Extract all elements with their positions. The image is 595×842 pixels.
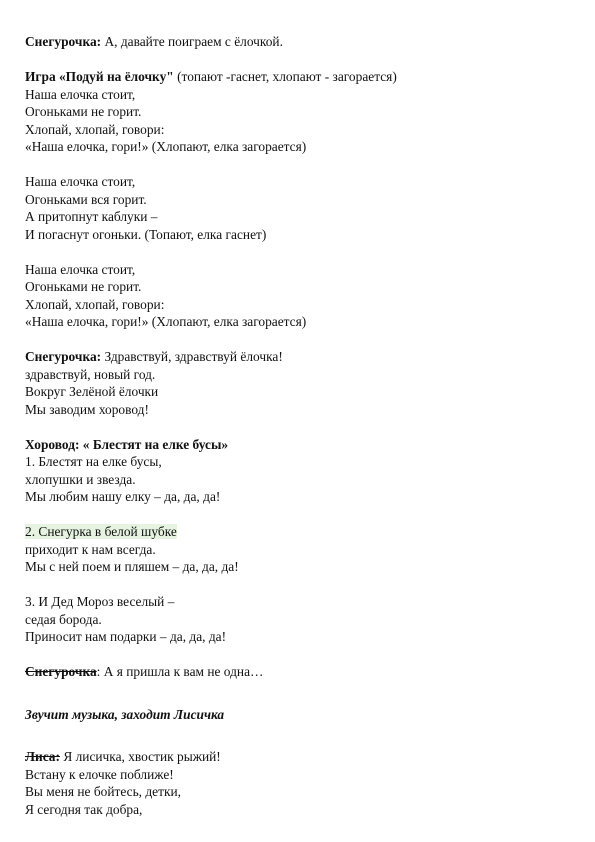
verse-line: 3. И Дед Мороз веселый – — [25, 594, 175, 609]
verse-line: И погаснут огоньки. (Топают, елка гаснет) — [25, 226, 267, 242]
game-title: Игра «Подуй на ёлочку" — [25, 69, 174, 84]
verse-line: Хлопай, хлопай, говори: — [25, 296, 165, 312]
verse-line: Хлопай, хлопай, говори: — [25, 121, 165, 137]
verse-line: А притопнут каблуки – — [25, 209, 158, 224]
verse-line: Огоньками вся горит. — [25, 191, 147, 207]
verse-line: Огоньками не горит. — [25, 279, 142, 294]
verse-line: Вы меня не бойтесь, детки, — [25, 784, 181, 799]
verse-line: Мы заводим хоровод! — [25, 401, 149, 417]
verse-line: Встану к елочке поближе! — [25, 766, 174, 782]
document-page — [25, 33, 570, 818]
snegurochka-line-1: Снегурочка: А, давайте поиграем с ёлочкой. — [25, 34, 283, 49]
highlighted-verse-line: 2. Снегурка в белой шубке — [25, 524, 177, 539]
verse-line: «Наша елочка, гори!» (Хлопают, елка загорается) — [25, 139, 307, 154]
verse-line: Мы с ней поем и пляшем – да, да, да! — [25, 559, 239, 574]
snegurochka-line-2: Снегурочка: Здравствуй, здравствуй ёлочка! — [25, 349, 283, 364]
fox-line: Лиса: Я лисичка, хвостик рыжий! — [25, 749, 221, 764]
verse-line: здравствуй, новый год. — [25, 366, 156, 382]
dance-heading: Хоровод: « Блестят на елке бусы» — [25, 436, 229, 452]
verse-line: Я сегодня так добра, — [25, 801, 143, 817]
speaker-label: Снегурочка — [25, 664, 97, 679]
verse-line: хлопушки и звезда. — [25, 471, 136, 487]
verse-line: 1. Блестят на елке бусы, — [25, 454, 162, 469]
verse-line: Наша елочка стоит, — [25, 261, 136, 277]
verse-line: Наша елочка стоит, — [25, 174, 136, 189]
verse-line: Вокруг Зелёной ёлочки — [25, 384, 159, 399]
verse-line: Мы любим нашу елку – да, да, да! — [25, 489, 221, 504]
speaker-label: Снегурочка: — [25, 34, 102, 49]
snegurochka-line-3: Снегурочка: А я пришла к вам не одна… — [25, 664, 264, 679]
verse-line: приходит к нам всегда. — [25, 541, 156, 557]
game-heading — [25, 68, 570, 86]
verse-line: седая борода. — [25, 611, 102, 627]
verse-line: «Наша елочка, гори!» (Хлопают, елка загорается) — [25, 314, 307, 329]
speaker-label: Лиса: — [25, 749, 60, 764]
game-note: (топают -гаснет, хлопают - загорается) — [173, 69, 397, 84]
stage-direction: Звучит музыка, заходит Лисичка — [25, 706, 225, 722]
verse-line: Приносит нам подарки – да, да, да! — [25, 629, 227, 644]
verse-line: Огоньками не горит. — [25, 104, 142, 119]
speaker-label: Снегурочка: — [25, 349, 102, 364]
verse-line: Наша елочка стоит, — [25, 86, 136, 102]
